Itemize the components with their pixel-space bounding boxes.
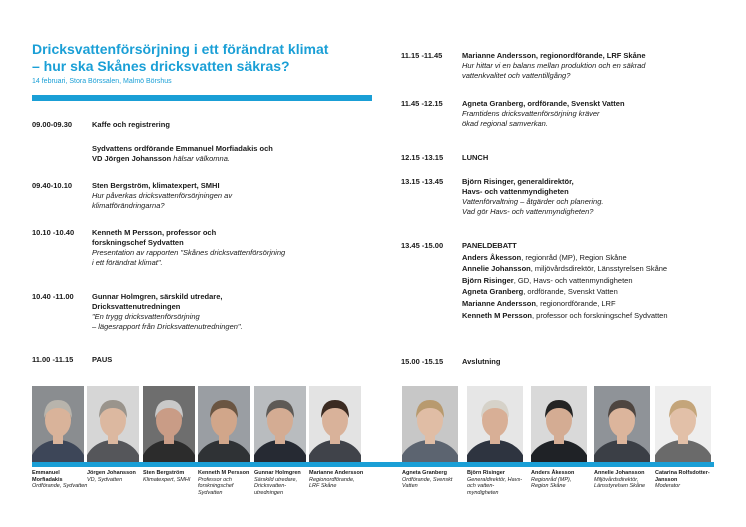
entry-heading: Havs- och vattenmyndigheten <box>462 187 569 196</box>
entry-time: 13.15 -13.45 <box>401 177 444 186</box>
panel-member-name: Agneta Granberg <box>462 287 524 297</box>
speaker-caption-name: Sten Bergström <box>143 470 185 476</box>
speaker-caption <box>87 470 143 483</box>
entry-body <box>462 99 742 129</box>
panel-member-name: Kenneth M Persson <box>462 310 533 320</box>
entry-heading: Avslutning <box>462 357 501 366</box>
title-divider <box>32 95 372 101</box>
speaker-caption-name: Anders Åkesson <box>531 470 575 476</box>
speaker-photo <box>87 386 139 462</box>
entry-description: ökad regional samverkan. <box>462 119 548 128</box>
entry-time: 09.00-09.30 <box>32 120 73 129</box>
speaker-caption-role: Klimatexpert, SMHI <box>143 476 191 483</box>
panel-member-name: Anders Åkesson <box>462 252 522 262</box>
entry-time: 10.40 -11.00 <box>32 292 74 301</box>
portrait-icon <box>531 386 587 462</box>
entry-heading: forskningschef Sydvatten <box>92 238 184 247</box>
entry-time: 09.40-10.10 <box>32 181 73 190</box>
entry-description: klimatförändringarna? <box>92 201 165 210</box>
speaker-caption-name: Gunnar Holmgren <box>254 470 301 476</box>
speaker-photo <box>254 386 306 462</box>
panel-member-role: , miljövårdsdirektör, Länsstyrelsen Skåne <box>530 264 668 274</box>
panel-member-role: , ordförande, Svenskt Vatten <box>523 287 618 297</box>
entry-heading-line <box>92 154 352 164</box>
panel-member-name: Marianne Andersson <box>462 298 536 308</box>
portrait-icon <box>402 386 458 462</box>
speaker-photo <box>198 386 250 462</box>
entry-description: Hur påverkas dricksvattenförsörjningen av <box>92 191 233 200</box>
panel-member <box>462 253 742 263</box>
panel-member <box>462 311 742 321</box>
entry-body <box>92 355 352 365</box>
speaker-photo <box>655 386 711 462</box>
entry-body <box>92 228 352 268</box>
entry-description: "En trygg dricksvattenförsörjning <box>92 312 200 321</box>
portrait-icon <box>32 386 84 462</box>
speaker-photo <box>402 386 458 462</box>
portrait-icon <box>467 386 523 462</box>
entry-description: Framtidens dricksvattenförsörjning kräver <box>462 109 600 118</box>
panel-member-name: Björn Risinger <box>462 275 514 285</box>
photo-divider <box>32 462 714 467</box>
speaker-caption <box>309 470 365 490</box>
entry-body <box>92 292 352 332</box>
portrait-icon <box>309 386 361 462</box>
speaker-caption-name: Björn Risinger <box>467 470 505 476</box>
entry-time: 13.45 -15.00 <box>401 241 444 250</box>
portrait-icon <box>198 386 250 462</box>
entry-time: 11.45 -12.15 <box>401 99 443 108</box>
entry-description: Vad gör Havs- och vattenmyndigheten? <box>462 207 594 216</box>
entry-description: hälsar välkomna. <box>171 154 230 163</box>
speaker-caption <box>254 470 310 496</box>
entry-description: – lägesrapport från Dricksvattenutredningen". <box>92 322 243 331</box>
speaker-caption-role: Moderator <box>655 483 681 489</box>
entry-description: vattenkvalitet och vattentillgång? <box>462 71 571 80</box>
entry-heading: Kenneth M Persson, professor och <box>92 228 217 237</box>
panel-member-role: , GD, Havs- och vattenmyndigheten <box>513 275 633 285</box>
speaker-caption <box>32 470 88 490</box>
entry-heading: Sydvattens ordförande Emmanuel Morfiadakis och <box>92 144 273 153</box>
speaker-caption-role: Ordförande, Sydvatten <box>32 483 88 489</box>
speaker-caption <box>655 470 711 490</box>
panel-member-name: Annelie Johansson <box>462 264 531 274</box>
speaker-photo <box>467 386 523 462</box>
speaker-caption-name: Agneta Granberg <box>402 470 447 476</box>
entry-body <box>462 153 742 163</box>
speaker-caption <box>402 470 458 490</box>
entry-heading: Sten Bergström, klimatexpert, SMHI <box>92 181 220 190</box>
entry-body <box>92 181 352 211</box>
speaker-caption-role: Ordförande, Svenskt Vatten <box>402 476 453 489</box>
portrait-icon <box>254 386 306 462</box>
speaker-caption-role: Regionordförande, LRF Skåne <box>309 476 355 489</box>
entry-heading: PANELDEBATT <box>462 241 517 250</box>
entry-body <box>462 177 742 217</box>
speaker-caption <box>467 470 523 496</box>
speaker-caption-role: VD, Sydvatten <box>87 476 123 483</box>
entry-body <box>462 241 742 321</box>
panel-member <box>462 276 742 286</box>
speaker-caption-role: Särskild utredare, Dricksvatten-utredningen <box>254 476 298 496</box>
entry-heading: Kaffe och registrering <box>92 120 170 129</box>
panel-member-role: , regionråd (MP), Region Skåne <box>521 252 627 262</box>
entry-time: 15.00 -15.15 <box>401 357 444 366</box>
event-date-location: 14 februari, Stora Börssalen, Malmö Börshus <box>32 78 172 85</box>
panel-member-role: , professor och forskningschef Sydvatten <box>532 310 668 320</box>
panel-member <box>462 264 742 274</box>
speaker-caption-role: Miljövårdsdirektör, Länsstyrelsen Skåne <box>594 476 646 489</box>
entry-time: 12.15 -13.15 <box>401 153 444 162</box>
speaker-caption-name: Annelie Johansson <box>594 470 645 476</box>
speaker-caption-name: Emmanuel Morfiadakis <box>32 470 63 483</box>
entry-heading: Dricksvattenutredningen <box>92 302 181 311</box>
speaker-caption-name: Marianne Andersson <box>309 470 364 476</box>
speaker-name: VD Jörgen Johansson <box>92 154 172 163</box>
speaker-photo <box>531 386 587 462</box>
speaker-photo <box>594 386 650 462</box>
speaker-caption-name: Catarina Rolfsdotter-Jansson <box>655 470 710 483</box>
entry-heading: Gunnar Holmgren, särskild utredare, <box>92 292 223 301</box>
entry-description: Presentation av rapporten "Skånes dricksvattenförsörjning <box>92 248 286 257</box>
entry-body <box>462 51 742 81</box>
entry-heading: LUNCH <box>462 153 489 162</box>
portrait-icon <box>655 386 711 462</box>
entry-description: i ett förändrat klimat". <box>92 258 163 267</box>
speaker-caption <box>594 470 650 490</box>
title-line-2: – hur ska Skånes dricksvatten säkras? <box>32 58 290 74</box>
speaker-caption <box>198 470 254 496</box>
page-title <box>32 41 372 75</box>
entry-time: 11.15 -11.45 <box>401 51 443 60</box>
speaker-caption-name: Jörgen Johansson <box>87 470 136 476</box>
speaker-photo <box>143 386 195 462</box>
entry-body <box>462 357 742 367</box>
speaker-photos <box>0 386 746 466</box>
entry-description: Hur hittar vi en balans mellan produktion och en säkrad <box>462 61 646 70</box>
portrait-icon <box>87 386 139 462</box>
entry-time: 10.10 -10.40 <box>32 228 75 237</box>
entry-heading: Marianne Andersson, regionordförande, LRF Skåne <box>462 51 646 60</box>
portrait-icon <box>594 386 650 462</box>
speaker-caption-name: Kenneth M Persson <box>198 470 250 476</box>
speaker-photo <box>32 386 84 462</box>
entry-heading: Agneta Granberg, ordförande, Svenskt Vatten <box>462 99 625 108</box>
entry-heading: Björn Risinger, generaldirektör, <box>462 177 574 186</box>
speaker-caption <box>531 470 587 490</box>
speaker-caption <box>143 470 199 483</box>
entry-body <box>92 120 352 130</box>
title-line-1: Dricksvattenförsörjning i ett förändrat klimat <box>32 41 329 57</box>
entry-time: 11.00 -11.15 <box>32 355 74 364</box>
panel-member <box>462 299 742 309</box>
speaker-caption-role: Professor och forskningschef Sydvatten <box>198 476 234 496</box>
speaker-caption-role: Regionråd (MP), Region Skåne <box>531 476 572 489</box>
speaker-photo <box>309 386 361 462</box>
portrait-icon <box>143 386 195 462</box>
entry-heading: PAUS <box>92 355 113 364</box>
panel-member <box>462 287 742 297</box>
entry-description: Vattenförvaltning – åtgärder och planering. <box>462 197 604 206</box>
panel-member-role: , regionordförande, LRF <box>535 298 616 308</box>
speaker-caption-role: Generaldirektör, Havs- och vatten-myndigheten <box>467 476 523 496</box>
entry-body <box>92 144 352 164</box>
